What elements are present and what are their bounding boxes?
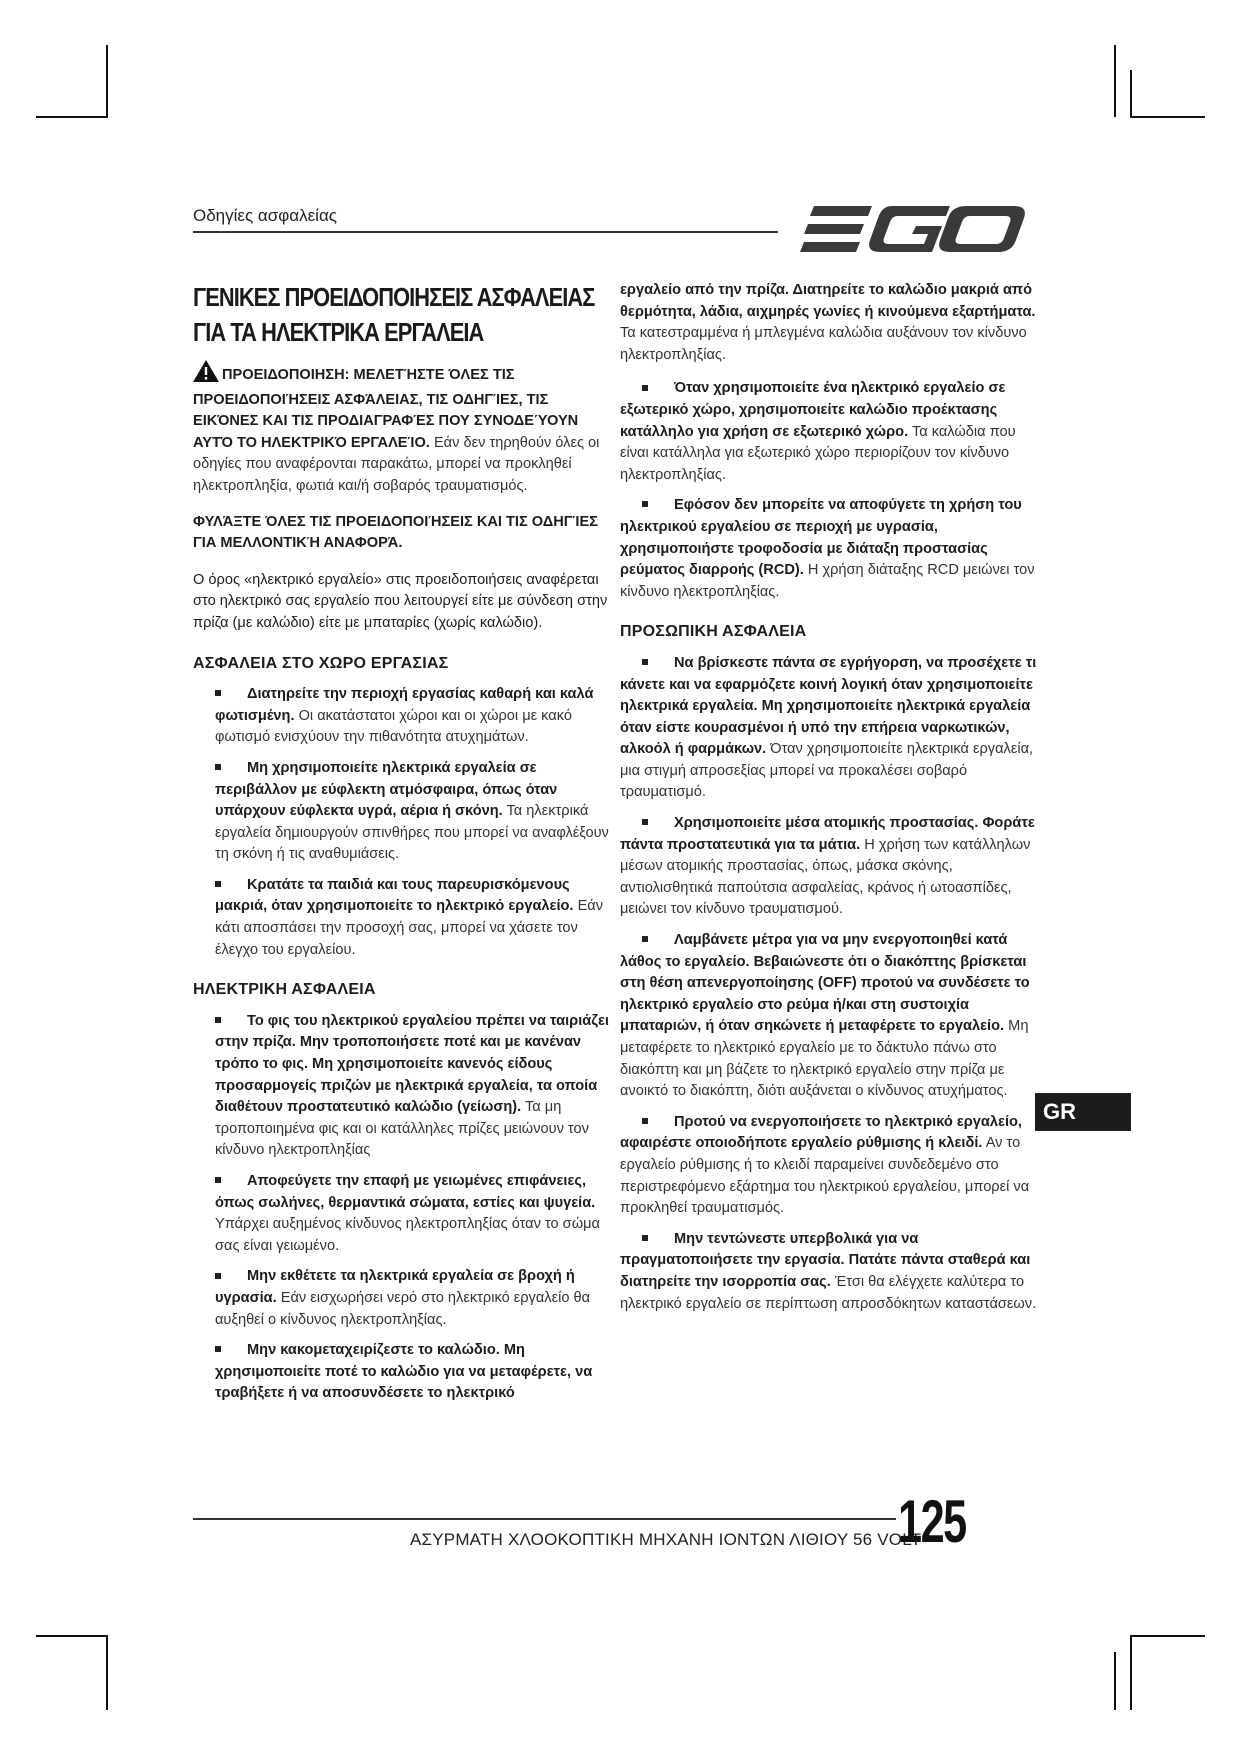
crop-mark <box>1130 70 1132 118</box>
crop-mark <box>106 1635 108 1710</box>
warning-icon <box>193 360 219 390</box>
crop-mark <box>36 1635 108 1637</box>
crop-mark <box>36 116 108 118</box>
list-item: Μην εκθέτετε τα ηλεκτρικά εργαλεία σε βροχή ή υγρασία. Εάν εισχωρήσει νερό στο ηλεκτρικό εργαλείο θα αυξηθεί ο κίνδυνος ηλεκτροπληξίας. <box>215 1268 591 1328</box>
ego-logo <box>800 204 1025 258</box>
list-item: Εφόσον δεν μπορείτε να αποφύγετε τη χρήση του ηλεκτρικού εργαλείου σε περιοχή με υγρασία, χρησιμοποιήστε τροφοδοσία με διάταξη προστασίας ρεύματος διαρροής (RCD). Η χρήση διάταξης RCD μειώνει τον κίνδυνο ηλεκτροπληξίας. <box>620 497 1035 600</box>
bullet-icon <box>215 881 221 887</box>
list-item: Λαμβάνετε μέτρα για να μην ενεργοποιηθεί κατά λάθος το εργαλείο. Βεβαιώνεστε ότι ο διακόπτης βρίσκεται στη θέση απενεργοποίησης (OFF) προτού να συνδέσετε το ηλεκτρικό εργαλείο στο ρεύμα ή/και στη συστοιχία μπαταριών, ή όταν σηκώνετε ή μεταφέρετε το εργαλείο. Μη μεταφέρετε το ηλεκτρικό εργαλείο με το δάκτυλο πάνω στο διακόπτη και μη βάζετε το ηλεκτρικό εργαλείο στην πρίζα με ανοικτό το διακόπτη, διότι αυξάνεται ο κίνδυνος ατυχήματος. <box>620 932 1030 1100</box>
left-column <box>193 280 613 1414</box>
bullet-icon <box>642 385 648 391</box>
list-item: Όταν χρησιμοποιείτε ένα ηλεκτρικό εργαλείο σε εξωτερικό χώρο, χρησιμοποιείτε καλώδιο προέκτασης κατάλληλο για χρήση σε εξωτερικό χώρο. Τα καλώδια που είναι κατάλληλα για εξωτερικό χώρο περιορίζουν τον κίνδυνο ηλεκτροπληξίας. <box>620 380 1016 483</box>
warning-block <box>193 360 613 498</box>
list-item: Το φις του ηλεκτρικού εργαλείου πρέπει να ταιριάζει στην πρίζα. Μην τροποποιήσετε ποτέ και με κανέναν τρόπο το φις. Μη χρησιμοποιείτε κανενός είδους προσαρμογείς πριζών με ηλεκτρικά εργαλεία, τα οποία διαθέτουν προστατευτικό καλώδιο (γείωση). Τα μη τροποποιημένα φις και οι κατάλληλες πρίζες μειώνουν τον κίνδυνο ηλεκτροπληξίας <box>215 1012 609 1159</box>
bullet-icon <box>642 936 648 942</box>
bullet-icon <box>215 1273 221 1279</box>
crop-mark <box>1114 45 1116 117</box>
bullet-icon <box>642 1235 648 1241</box>
page-title: ΓΕΝΙΚΕΣ ΠΡΟΕΙΔΟΠΟΙΗΣΕΙΣ ΑΣΦΑΛΕΙΑΣ ΓΙΑ ΤΑ ΗΛΕΚΤΡΙΚΑ ΕΡΓΑΛΕΙΑ <box>193 282 595 347</box>
keep-notice: ΦΥΛΆΞΤΕ ΌΛΕΣ ΤΙΣ ΠΡΟΕΙΔΟΠΟΙΉΣΕΙΣ ΚΑΙ ΤΙΣ ΟΔΗΓΊΕΣ ΓΙΑ ΜΕΛΛΟΝΤΙΚΉ ΑΝΑΦΟΡΆ. <box>193 513 598 552</box>
bullet-icon <box>215 690 221 696</box>
crop-mark <box>1130 1635 1132 1710</box>
list-item: Μην κακομεταχειρίζεστε το καλώδιο. Μη χρησιμοποιείτε ποτέ το καλώδιο για να μεταφέρετε, να τραβήξετε ή να αποσυνδέσετε το ηλεκτρικό <box>215 1342 593 1402</box>
crop-mark <box>106 45 108 117</box>
list-item: Διατηρείτε την περιοχή εργασίας καθαρή και καλά φωτισμένη. Οι ακατάστατοι χώροι και οι χώροι με κακό φωτισμό ενισχύουν την πιθανότητα ατυχημάτων. <box>215 686 594 746</box>
bullet-icon <box>215 1017 221 1023</box>
footer-rule <box>193 1518 896 1520</box>
page-number: 125 <box>898 1488 966 1555</box>
bullet-icon <box>642 819 648 825</box>
crop-mark <box>1130 1635 1205 1637</box>
language-tab: GR <box>1035 1093 1131 1131</box>
bullet-icon <box>642 1118 648 1124</box>
bullet-icon <box>215 1177 221 1183</box>
electrical-heading: ΗΛΕΚΤΡΙΚΗ ΑΣΦΑΛΕΙΑ <box>193 981 376 999</box>
definition-paragraph: Ο όρος «ηλεκτρικό εργαλείο» στις προειδοποιήσεις αναφέρεται στο ηλεκτρικό σας εργαλείο που λειτουργεί είτε με σύνδεση στην πρίζα (με καλώδιο) είτε με μπαταρίες (χωρίς καλώδιο). <box>193 571 608 631</box>
section-label: Οδηγίες ασφαλείας <box>193 206 337 225</box>
list-item: Μη χρησιμοποιείτε ηλεκτρικά εργαλεία σε περιβάλλον με εύφλεκτη ατμόσφαιρα, όπως όταν υπάρχουν εύφλεκτα υγρά, αέρια ή σκόνη. Τα ηλεκτρικά εργαλεία δημιουργούν σπινθήρες που μπορεί να αναφλέξουν τη σκόνη ή τις αναθυμιάσεις. <box>215 759 609 863</box>
crop-mark <box>1130 116 1205 118</box>
continued-item: εργαλείο από την πρίζα. Διατηρείτε το καλώδιο μακριά από θερμότητα, λάδια, αιχμηρές γωνίες ή κινούμενα εξαρτήματα. Τα κατεστραμμένα ή μπλεγμένα καλώδια αυξάνουν τον κίνδυνο ηλεκτροπληξίας. <box>620 282 1036 363</box>
list-item: Να βρίσκεστε πάντα σε εγρήγορση, να προσέχετε τι κάνετε και να εφαρμόζετε κοινή λογική όταν χρησιμοποιείτε ηλεκτρικά εργαλεία. Μη χρησιμοποιείτε ηλεκτρικά εργαλεία όταν είστε κουρασμένοι ή υπό την επήρεια ναρκωτικών, αλκοόλ ή φαρμάκων. Όταν χρησιμοποιείτε ηλεκτρικά εργαλεία, μια στιγμή απροσεξίας μπορεί να προκαλέσει σοβαρό τραυματισμό. <box>620 654 1037 801</box>
bullet-icon <box>215 1346 221 1352</box>
list-item: Χρησιμοποιείτε μέσα ατομικής προστασίας. Φοράτε πάντα προστατευτικά για τα μάτια. Η χρήση των κατάλληλων μέσων ατομικής προστασίας, όπως, μάσκα σκόνης, αντιολισθητικά παπούτσια ασφαλείας, κράνος ή ωτοασπίδες, μειώνει τον κίνδυνο τραυματισμού. <box>620 815 1035 918</box>
work-area-heading: ΑΣΦΑΛΕΙΑ ΣΤΟ ΧΩΡΟ ΕΡΓΑΣΙΑΣ <box>193 654 449 672</box>
warning-text: Εάν δεν τηρηθούν όλες οι οδηγίες που αναφέρονται παρακάτω, μπορεί να προκληθεί ηλεκτροπληξία, φωτιά και/ή σοβαρός τραυματισμός. <box>193 434 600 494</box>
personal-heading: ΠΡΟΣΩΠΙΚΗ ΑΣΦΑΛΕΙΑ <box>620 623 807 641</box>
footer-title: ΑΣΥΡΜΑΤΗ ΧΛΟΟΚΟΠΤΙΚΗ ΜΗΧΑΝΗ ΙΟΝΤΩΝ ΛΙΘΙΟΥ 56 VOLT <box>410 1530 922 1549</box>
header-rule <box>193 231 778 233</box>
list-item: Αποφεύγετε την επαφή με γειωμένες επιφάνειες, όπως σωλήνες, θερμαντικά σώματα, εστίες και ψυγεία. Υπάρχει αυξημένος κίνδυνος ηλεκτροπληξίας όταν το σώμα σας είναι γειωμένο. <box>215 1173 600 1254</box>
crop-mark <box>1114 1652 1116 1710</box>
bullet-icon <box>642 659 648 665</box>
list-item: Προτού να ενεργοποιήσετε το ηλεκτρικό εργαλείο, αφαιρέστε οποιοδήποτε εργαλείο ρύθμισης ή κλειδί. Αν το εργαλείο ρύθμισης ή το κλειδί παραμείνει συνδεδεμένο στο περιστρεφόμενο εξάρτημα του ηλεκτρικού εργαλείου, μπορεί να προκληθεί τραυματισμός. <box>620 1113 1030 1217</box>
right-column <box>620 280 1048 1324</box>
list-item: Μην τεντώνεστε υπερβολικά για να πραγματοποιήσετε την εργασία. Πατάτε πάντα σταθερά και διατηρείτε την ισορροπία σας. Έτσι θα ελέγχετε καλύτερα το ηλεκτρικό εργαλείο σε περίπτωση απροσδόκητων καταστάσεων. <box>620 1230 1037 1312</box>
warning-heading: ΠΡΟΕΙΔΟΠΟΙΗΣΗ: ΜΕΛΕΤΉΣΤΕ ΌΛΕΣ ΤΙΣ ΠΡΟΕΙΔΟΠΟΙΉΣΕΙΣ ΑΣΦΆΛΕΙΑΣ, ΤΙΣ ΟΔΗΓΊΕΣ, ΤΙΣ ΕΙΚΌΝΕΣ ΚΑΙ ΤΙΣ ΠΡΟΔΙΑΓΡΑΦΈΣ ΠΟΥ ΣΥΝΟΔΕΎΟΥΝ ΑΥΤΌ ΤΟ ΗΛΕΚΤΡΙΚΌ ΕΡΓΑΛΕΊΟ. <box>193 367 579 451</box>
bullet-icon <box>642 501 648 507</box>
bullet-icon <box>215 764 221 770</box>
list-item: Κρατάτε τα παιδιά και τους παρευρισκόμενους μακριά, όταν χρησιμοποιείτε το ηλεκτρικό εργαλείο. Εάν κάτι αποσπάσει την προσοχή σας, μπορεί να χάσετε τον έλεγχο του εργαλείου. <box>215 876 604 958</box>
